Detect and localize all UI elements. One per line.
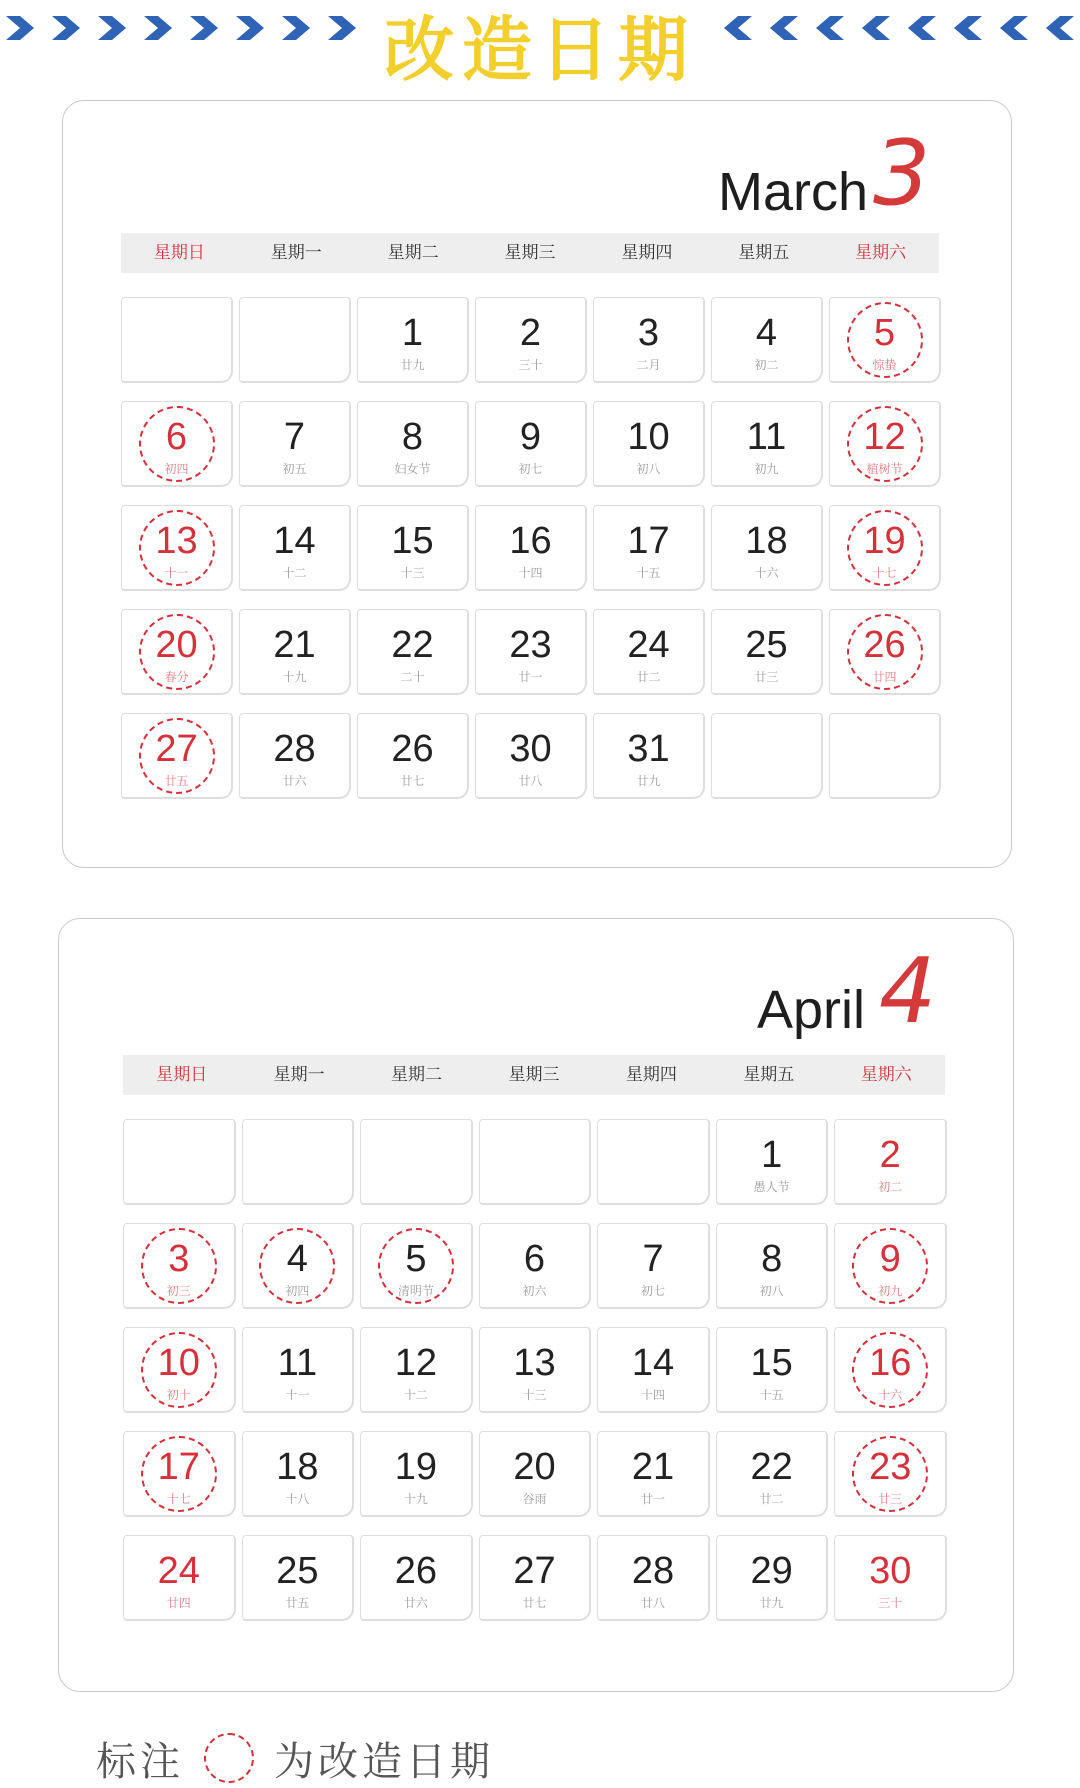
lunar-label: 初七 [518, 462, 543, 476]
lunar-label: 廿七 [522, 1596, 547, 1610]
day-cell[interactable] [475, 401, 587, 487]
lunar-label: 廿五 [285, 1596, 310, 1610]
april-day-grid [123, 1119, 947, 1621]
day-number: 4 [755, 312, 778, 354]
day-cell[interactable] [123, 1535, 236, 1621]
day-cell[interactable] [834, 1431, 947, 1517]
lunar-label: 春分 [164, 670, 189, 684]
day-number: 18 [745, 520, 788, 562]
renovation-date-circle-icon [139, 614, 215, 690]
lunar-label: 廿七 [400, 774, 425, 788]
renovation-date-circle-icon [852, 1228, 928, 1304]
lunar-label: 十二 [282, 566, 307, 580]
lunar-label: 十四 [518, 566, 543, 580]
day-cell[interactable] [716, 1119, 829, 1205]
weekday-label: 星期二 [391, 1065, 443, 1085]
day-cell[interactable] [479, 1223, 592, 1309]
day-cell[interactable] [597, 1535, 710, 1621]
renovation-date-circle-icon [141, 1436, 217, 1512]
day-number: 16 [869, 1342, 912, 1384]
day-number: 25 [276, 1550, 319, 1592]
day-number: 15 [391, 520, 434, 562]
day-cell[interactable] [360, 1431, 473, 1517]
day-cell[interactable] [834, 1223, 947, 1309]
lunar-label: 三十 [518, 358, 543, 372]
legend-suffix: 为改造日期 [274, 1738, 494, 1785]
day-number: 26 [391, 728, 434, 770]
april-calendar-card [58, 918, 1014, 1692]
weekday-label: 星期二 [387, 243, 439, 263]
day-number: 1 [761, 1134, 783, 1176]
lunar-label: 十一 [164, 566, 189, 580]
day-cell[interactable] [593, 505, 705, 591]
renovation-date-circle-icon [378, 1228, 454, 1304]
lunar-label: 廿三 [878, 1492, 903, 1506]
day-cell[interactable] [360, 1535, 473, 1621]
day-number: 5 [405, 1238, 427, 1280]
day-number: 11 [277, 1342, 318, 1384]
lunar-label: 廿四 [166, 1596, 191, 1610]
lunar-label: 十四 [641, 1388, 666, 1402]
day-number: 10 [627, 416, 670, 458]
lunar-label: 三十 [878, 1596, 903, 1610]
lunar-label: 谷雨 [522, 1492, 547, 1506]
month-number: 4 [879, 939, 937, 1044]
lunar-label: 初十 [166, 1388, 191, 1402]
lunar-label: 初八 [636, 462, 661, 476]
day-cell[interactable] [239, 505, 351, 591]
weekday-label: 星期五 [743, 1065, 795, 1085]
day-number: 28 [631, 1550, 675, 1592]
day-cell[interactable] [716, 1535, 829, 1621]
dashed-circle-icon [204, 1733, 254, 1783]
lunar-label: 廿九 [636, 774, 661, 788]
chevron-left-icon [1040, 8, 1080, 48]
chevron-left-icon [994, 8, 1034, 48]
lunar-label: 初九 [754, 462, 779, 476]
month-title: April [757, 980, 866, 1040]
day-number: 7 [283, 416, 306, 458]
empty-day-cell [597, 1119, 710, 1205]
renovation-date-circle-icon [259, 1228, 335, 1304]
lunar-label: 十二 [403, 1388, 428, 1402]
weekday-label: 星期四 [621, 243, 673, 263]
lunar-label: 十九 [282, 670, 307, 684]
day-cell[interactable] [242, 1327, 355, 1413]
lunar-label: 初八 [759, 1284, 784, 1298]
march-day-grid [121, 297, 941, 799]
day-number: 26 [863, 624, 906, 666]
lunar-label: 十一 [285, 1388, 310, 1402]
day-cell[interactable] [123, 1327, 236, 1413]
day-number: 17 [157, 1446, 200, 1488]
day-cell[interactable] [360, 1223, 473, 1309]
lunar-label: 廿五 [164, 774, 189, 788]
day-cell[interactable] [716, 1327, 829, 1413]
lunar-label: 廿六 [403, 1596, 428, 1610]
empty-day-cell [242, 1119, 355, 1205]
month-title: March [718, 162, 869, 222]
day-number: 22 [750, 1446, 793, 1488]
legend [96, 1728, 494, 1788]
lunar-label: 廿二 [636, 670, 661, 684]
weekday-label: 星期三 [504, 243, 556, 263]
day-cell[interactable] [834, 1535, 947, 1621]
lunar-label: 十三 [522, 1388, 547, 1402]
march-calendar-card [62, 100, 1012, 868]
day-number: 26 [394, 1550, 438, 1592]
renovation-date-circle-icon [847, 510, 923, 586]
lunar-label: 廿一 [641, 1492, 666, 1506]
chevron-left-icon [902, 8, 942, 48]
chevron-left-icon [718, 8, 758, 48]
lunar-label: 十六 [754, 566, 779, 580]
empty-day-cell [479, 1119, 592, 1205]
lunar-label: 十五 [759, 1388, 784, 1402]
day-number: 9 [879, 1238, 901, 1280]
lunar-label: 廿六 [282, 774, 307, 788]
day-number: 10 [157, 1342, 200, 1384]
lunar-label: 廿一 [518, 670, 543, 684]
chevron-left-icon [764, 8, 804, 48]
renovation-date-circle-icon [847, 406, 923, 482]
day-cell[interactable] [479, 1327, 592, 1413]
day-cell[interactable] [239, 713, 351, 799]
day-number: 17 [627, 520, 670, 562]
lunar-label: 清明节 [397, 1284, 434, 1298]
header-banner [0, 0, 1080, 91]
day-number: 12 [863, 416, 906, 458]
day-cell[interactable] [121, 401, 233, 487]
day-cell[interactable] [834, 1327, 947, 1413]
renovation-date-circle-icon [852, 1332, 928, 1408]
day-cell[interactable] [360, 1327, 473, 1413]
empty-day-cell [829, 713, 941, 799]
day-cell[interactable] [242, 1223, 355, 1309]
day-number: 14 [273, 520, 316, 562]
day-cell[interactable] [593, 297, 705, 383]
day-cell[interactable] [475, 609, 587, 695]
day-cell[interactable] [242, 1535, 355, 1621]
day-cell[interactable] [357, 609, 469, 695]
chevron-left-icon [856, 8, 896, 48]
lunar-label: 廿九 [759, 1596, 784, 1610]
day-cell[interactable] [239, 609, 351, 695]
weekday-header [121, 233, 939, 273]
lunar-label: 初三 [166, 1284, 191, 1298]
lunar-label: 妇女节 [394, 462, 431, 476]
day-cell[interactable] [829, 609, 941, 695]
weekday-header [123, 1055, 945, 1095]
day-number: 25 [745, 624, 788, 666]
day-number: 2 [879, 1134, 901, 1176]
day-number: 11 [746, 416, 787, 458]
lunar-label: 十七 [872, 566, 897, 580]
renovation-date-circle-icon [852, 1436, 928, 1512]
lunar-label: 十九 [403, 1492, 428, 1506]
day-number: 23 [869, 1446, 912, 1488]
day-number: 3 [637, 312, 660, 354]
renovation-date-circle-icon [139, 718, 215, 794]
day-cell[interactable] [711, 401, 823, 487]
day-cell[interactable] [829, 297, 941, 383]
chevron-left-icon [810, 8, 850, 48]
day-number: 20 [513, 1446, 556, 1488]
legend-prefix: 标注 [96, 1738, 184, 1785]
day-number: 18 [276, 1446, 319, 1488]
chevron-row-right [718, 8, 1080, 48]
day-cell[interactable] [357, 401, 469, 487]
day-number: 22 [391, 624, 434, 666]
empty-day-cell [360, 1119, 473, 1205]
weekday-label: 星期四 [625, 1065, 677, 1085]
day-cell[interactable] [593, 609, 705, 695]
chevron-left-icon [948, 8, 988, 48]
day-cell[interactable] [829, 401, 941, 487]
day-cell[interactable] [834, 1119, 947, 1205]
lunar-label: 初六 [522, 1284, 547, 1298]
day-number: 5 [873, 312, 896, 354]
weekday-label: 星期五 [738, 243, 790, 263]
day-cell[interactable] [475, 713, 587, 799]
day-cell[interactable] [597, 1327, 710, 1413]
day-number: 9 [519, 416, 542, 458]
day-number: 29 [750, 1550, 793, 1592]
day-cell[interactable] [716, 1431, 829, 1517]
lunar-label: 十五 [636, 566, 661, 580]
day-cell[interactable] [593, 401, 705, 487]
day-number: 21 [273, 624, 316, 666]
weekday-label: 星期日 [153, 243, 205, 263]
lunar-label: 廿三 [754, 670, 779, 684]
day-number: 12 [394, 1342, 438, 1384]
day-cell[interactable] [479, 1535, 592, 1621]
day-number: 4 [286, 1238, 308, 1280]
weekday-label: 星期日 [156, 1065, 208, 1085]
day-number: 23 [509, 624, 552, 666]
day-number: 14 [631, 1342, 675, 1384]
day-number: 27 [155, 728, 198, 770]
day-number: 13 [513, 1342, 556, 1384]
lunar-label: 十六 [878, 1388, 903, 1402]
renovation-date-circle-icon [141, 1228, 217, 1304]
day-number: 20 [155, 624, 198, 666]
lunar-label: 十八 [285, 1492, 310, 1506]
day-cell[interactable] [121, 609, 233, 695]
lunar-label: 十七 [166, 1492, 191, 1506]
day-number: 24 [157, 1550, 200, 1592]
weekday-label: 星期六 [855, 243, 907, 263]
day-number: 30 [869, 1550, 912, 1592]
renovation-date-circle-icon [139, 510, 215, 586]
day-number: 8 [761, 1238, 783, 1280]
weekday-label: 星期一 [273, 1065, 325, 1085]
day-number: 28 [273, 728, 316, 770]
renovation-date-circle-icon [139, 406, 215, 482]
empty-day-cell [121, 297, 233, 383]
day-cell[interactable] [357, 297, 469, 383]
day-number: 24 [627, 624, 670, 666]
lunar-label: 廿八 [518, 774, 543, 788]
lunar-label: 二十 [400, 670, 425, 684]
day-cell[interactable] [357, 505, 469, 591]
day-number: 13 [155, 520, 198, 562]
day-cell[interactable] [829, 505, 941, 591]
renovation-date-circle-icon [847, 302, 923, 378]
day-cell[interactable] [597, 1431, 710, 1517]
renovation-date-circle-icon [847, 614, 923, 690]
day-number: 21 [631, 1446, 675, 1488]
weekday-label: 星期六 [860, 1065, 912, 1085]
day-cell[interactable] [121, 505, 233, 591]
day-cell[interactable] [711, 297, 823, 383]
day-number: 16 [509, 520, 552, 562]
day-cell[interactable] [711, 505, 823, 591]
day-cell[interactable] [123, 1431, 236, 1517]
weekday-label: 星期三 [508, 1065, 560, 1085]
empty-day-cell [239, 297, 351, 383]
lunar-label: 初五 [282, 462, 307, 476]
lunar-label: 初二 [754, 358, 779, 372]
day-number: 6 [165, 416, 188, 458]
day-number: 15 [750, 1342, 793, 1384]
lunar-label: 植树节 [866, 462, 903, 476]
day-cell[interactable] [123, 1223, 236, 1309]
day-cell[interactable] [716, 1223, 829, 1309]
renovation-date-circle-icon [141, 1332, 217, 1408]
day-number: 19 [863, 520, 906, 562]
day-number: 3 [168, 1238, 190, 1280]
day-cell[interactable] [242, 1431, 355, 1517]
lunar-label: 惊蛰 [872, 358, 897, 372]
lunar-label: 初二 [878, 1180, 903, 1194]
lunar-label: 初九 [878, 1284, 903, 1298]
day-cell[interactable] [711, 609, 823, 695]
banner-title: 改造日期 [384, 9, 696, 91]
lunar-label: 初四 [285, 1284, 310, 1298]
day-number: 31 [627, 728, 670, 770]
lunar-label: 初七 [641, 1284, 666, 1298]
day-number: 6 [523, 1238, 546, 1280]
lunar-label: 廿八 [641, 1596, 666, 1610]
lunar-label: 廿九 [400, 358, 425, 372]
day-cell[interactable] [121, 713, 233, 799]
day-cell[interactable] [593, 713, 705, 799]
day-cell[interactable] [475, 297, 587, 383]
empty-day-cell [123, 1119, 236, 1205]
day-number: 8 [401, 416, 424, 458]
lunar-label: 初四 [164, 462, 189, 476]
day-cell[interactable] [475, 505, 587, 591]
lunar-label: 愚人节 [753, 1180, 790, 1194]
lunar-label: 二月 [636, 358, 661, 372]
day-number: 30 [509, 728, 552, 770]
lunar-label: 廿四 [872, 670, 897, 684]
day-cell[interactable] [357, 713, 469, 799]
day-number: 2 [519, 312, 542, 354]
day-cell[interactable] [597, 1223, 710, 1309]
day-number: 1 [401, 312, 424, 354]
day-number: 19 [394, 1446, 438, 1488]
lunar-label: 廿二 [759, 1492, 784, 1506]
lunar-label: 十三 [400, 566, 425, 580]
day-number: 7 [642, 1238, 664, 1280]
empty-day-cell [711, 713, 823, 799]
month-number: 3 [873, 121, 931, 226]
day-cell[interactable] [239, 401, 351, 487]
day-number: 27 [513, 1550, 556, 1592]
weekday-label: 星期一 [270, 243, 322, 263]
day-cell[interactable] [479, 1431, 592, 1517]
